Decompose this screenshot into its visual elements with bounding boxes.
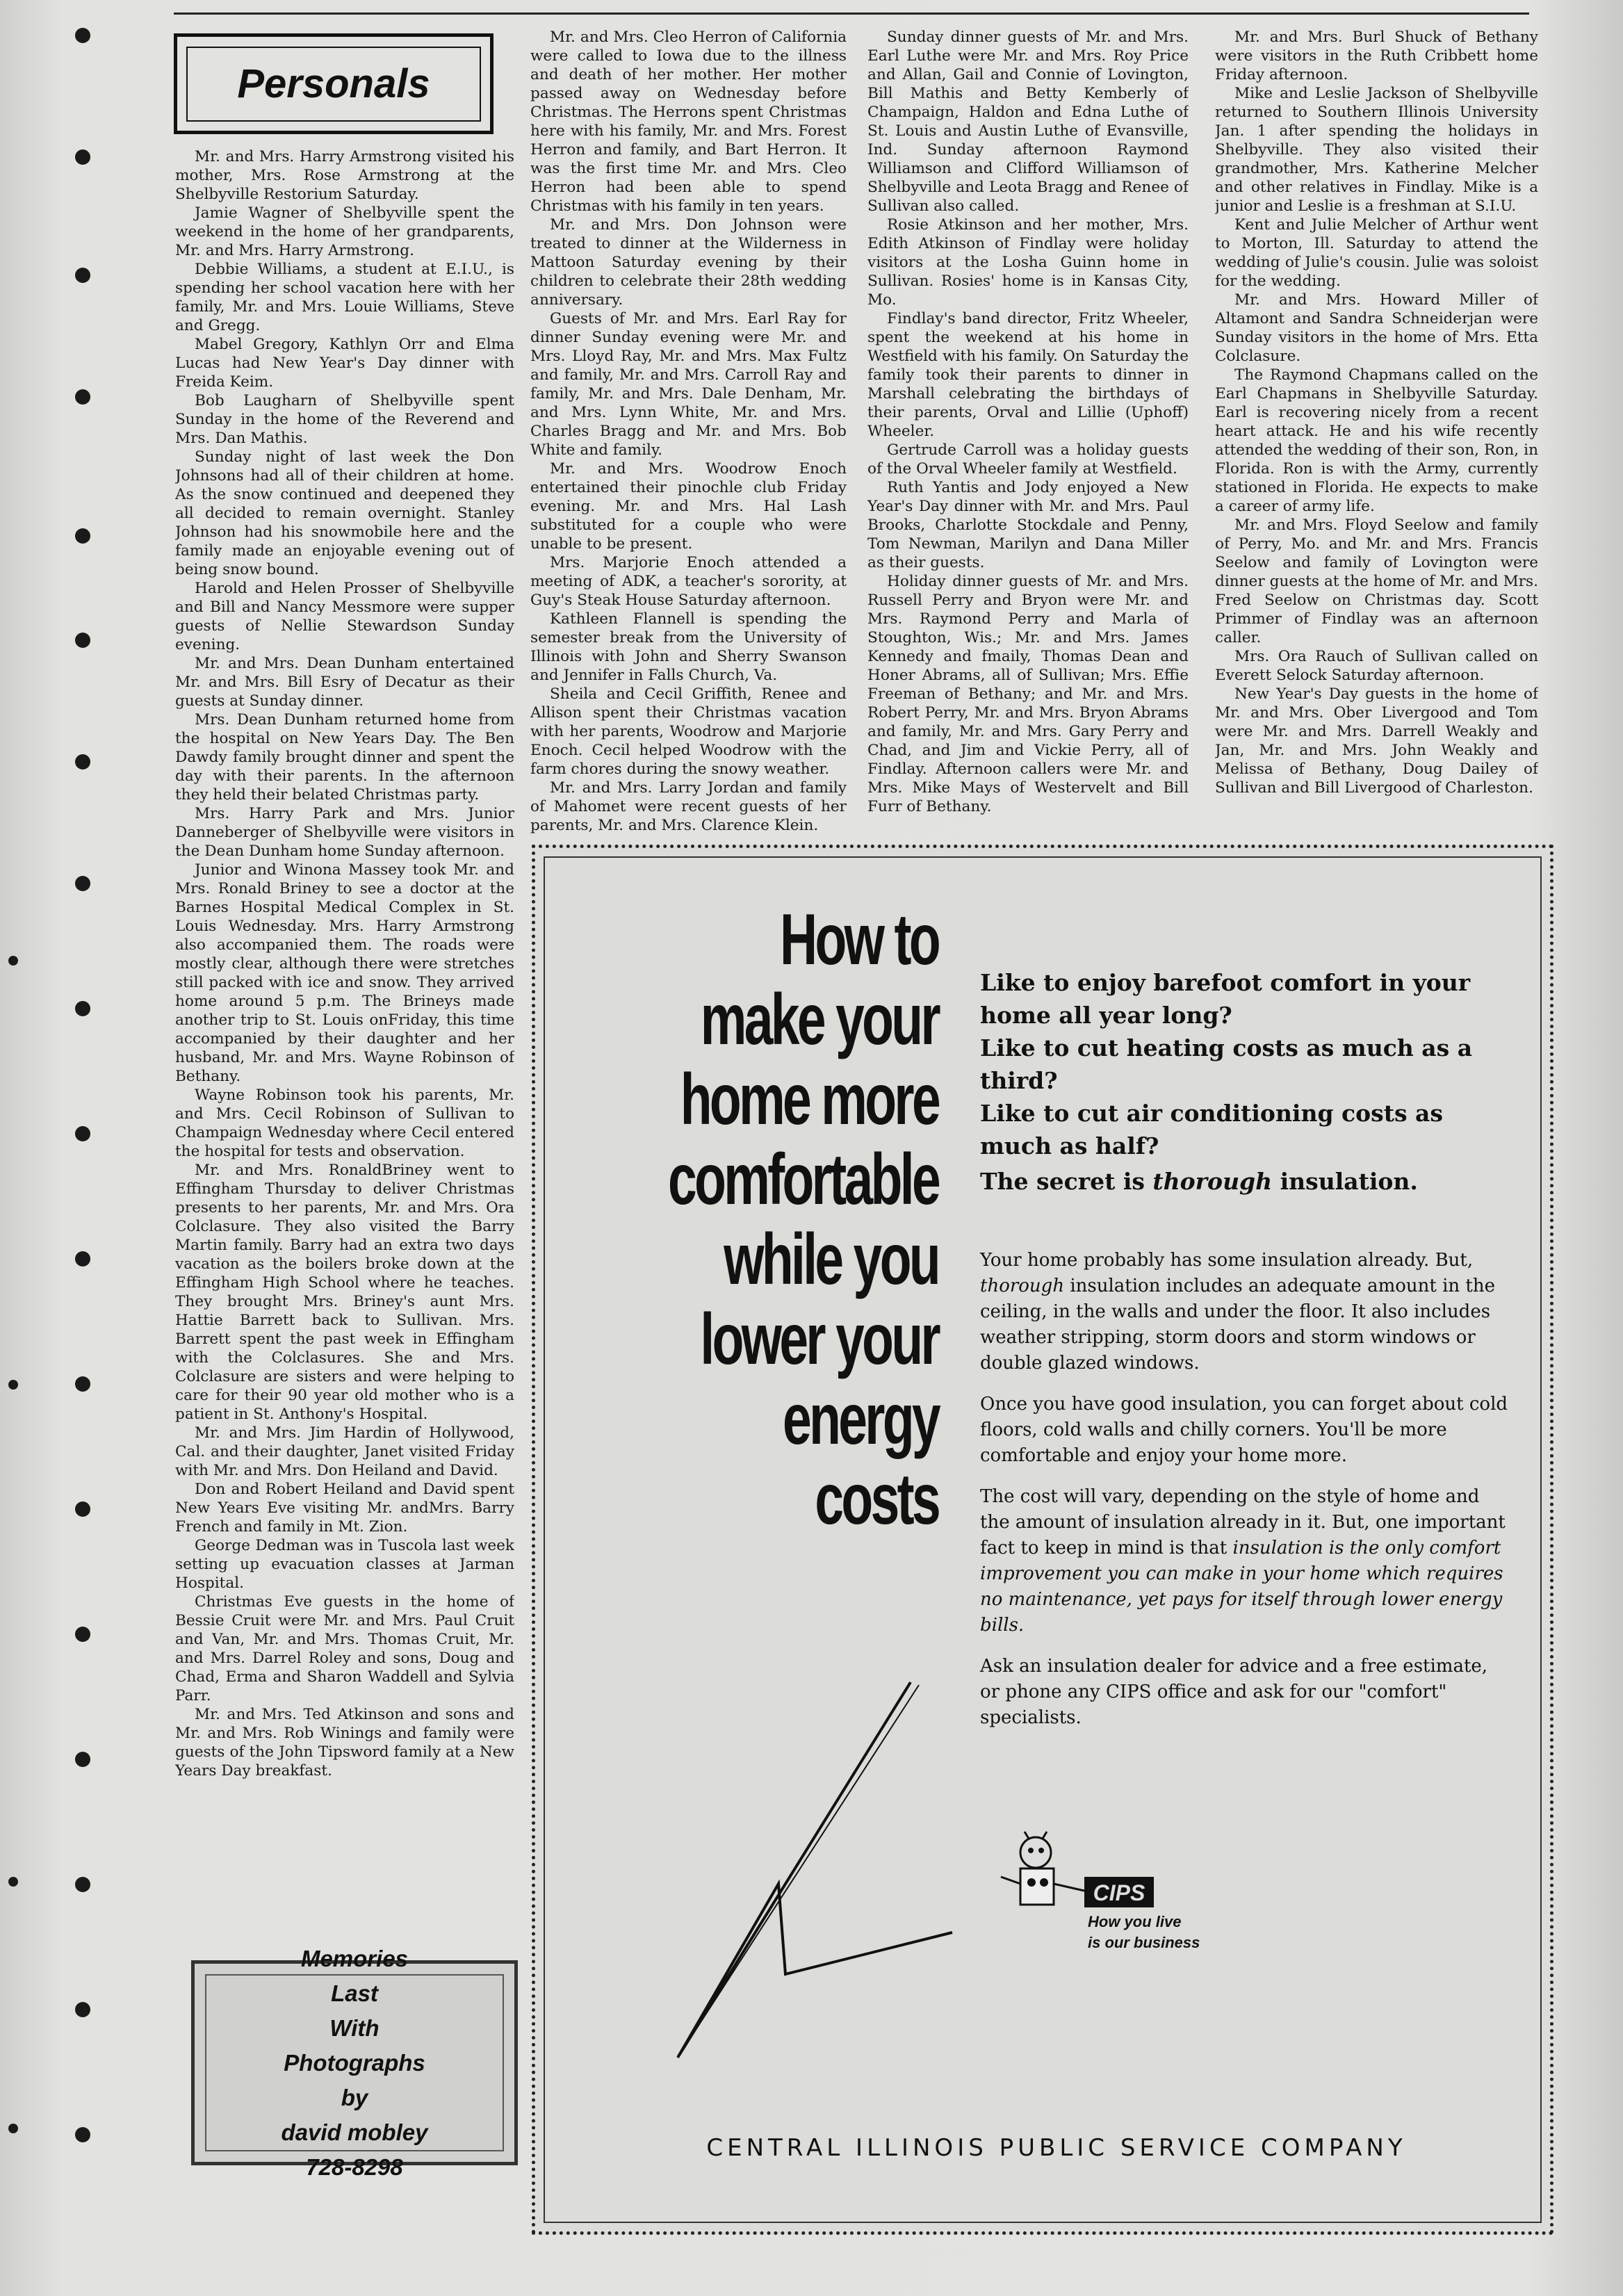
binder-hole [8, 2124, 18, 2133]
ad-question: Like to cut heating costs as much as a third? [980, 1034, 1473, 1094]
news-item: Mr. and Mrs. Floyd Seelow and family of Perry, Mo. and Mr. and Mrs. Francis Seelow and family of Lovington were dinner guests at the home of Mr. and Mrs. Fred Seelow on Christmas day. Scott Primmer of Findlay was an afternoon caller. [1215, 516, 1538, 646]
promo-line: Memories [300, 1945, 409, 1971]
news-item: Mr. and Mrs. Burl Shuck of Bethany were visitors in the Ruth Cribbett home Friday afternoon. [1215, 29, 1538, 83]
ad-secret [980, 1165, 1481, 1198]
news-column-4 [1215, 28, 1538, 838]
promo-line: by [341, 2084, 368, 2110]
news-item: Kent and Julie Melcher of Arthur went to Morton, Ill. Saturday to attend the wedding of Julie's cousin. Julie was soloist for the wedding. [1215, 216, 1538, 290]
news-column-1 [175, 147, 514, 1930]
bottom-margin [174, 2263, 1494, 2283]
news-item: Mr. and Mrs. Ted Atkinson and sons and Mr. and Mrs. Rob Winings and family were guests of the John Tipsword family at a New Years Day breakfast. [175, 1706, 514, 1780]
news-item: Mr. and Mrs. Jim Hardin of Hollywood, Cal. and their daughter, Janet visited Friday with Mr. and Mrs. Don Heiland and David. [175, 1424, 514, 1479]
cips-logo [980, 1828, 1175, 1925]
news-item: Harold and Helen Prosser of Shelbyville and Bill and Nancy Messmore were supper guests of Nellie Stewardson Sunday evening. [175, 580, 514, 653]
news-item: Debbie Williams, a student at E.I.U., is spending her school vacation here with her family, Mr. and Mrs. Louie Williams, Steve and Gregg. [175, 261, 514, 334]
binder-hole [75, 268, 90, 283]
news-item: Rosie Atkinson and her mother, Mrs. Edith Atkinson of Findlay were holiday visitors at the Losha Guinn home in Sullivan. Rosies' home is in Kansas City, Mo. [867, 216, 1189, 309]
binder-hole [75, 2127, 90, 2142]
news-item: Mr. and Mrs. Cleo Herron of California were called to Iowa due to the illness and death of her mother. Her mother passed away on Wednesday before Christmas. The Herrons spent Christmas here with his family, Mr. and Mrs. Forest Herron and family, and Bart Herron. It was the first time Mr. and Mrs. Cleo Herron had been able to spend Christmas with his family in ten years. [530, 29, 847, 215]
news-column-2 [530, 28, 847, 838]
binder-hole [75, 1501, 90, 1517]
ad-headline [658, 900, 938, 1540]
section-title: Personals [237, 61, 430, 106]
ad-text: Your home probably has some insulation already. But, [980, 1250, 1474, 1271]
news-item: Sunday dinner guests of Mr. and Mrs. Earl Luthe were Mr. and Mrs. Roy Price and Allan, Gail and Connie of Lovington, Bill Mathis and Betty Kemberly of Champaign, Haldon and Edna Luthe of St. Louis and Austin Luthe of Evansville, Ind. Sunday afternoon Raymond Williamson and Clifford Williamson of Shelbyville and Leota Bragg and Renee of Sullivan also called. [867, 29, 1189, 215]
promo-line: With [329, 2014, 380, 2041]
news-item: Don and Robert Heiland and David spent New Years Eve visiting Mr. andMrs. Barry French and family in Mt. Zion. [175, 1481, 514, 1536]
news-item: Mabel Gregory, Kathlyn Orr and Elma Lucas had New Year's Day dinner with Freida Keim. [175, 336, 514, 391]
ad-body-copy [980, 1248, 1508, 1746]
section-masthead [174, 33, 494, 134]
news-item: Kathleen Flannell is spending the semester break from the University of Illinois with John and Sherry Swanson and Jennifer in Falls Church, Va. [530, 610, 847, 684]
news-column-3 [867, 28, 1189, 838]
binder-hole [75, 1877, 90, 1892]
ad-paragraph: Once you have good insulation, you can forget about cold floors, cold walls and chilly corners. You'll be more comfortable and enjoy your home more. [980, 1394, 1508, 1466]
news-item: George Dedman was in Tuscola last week setting up evacuation classes at Jarman Hospital. [175, 1537, 514, 1592]
news-item: Jamie Wagner of Shelbyville spent the weekend in the home of her grandparents, Mr. and Mrs. Harry Armstrong. [175, 204, 514, 259]
news-item: Mr. and Mrs. Woodrow Enoch entertained their pinochle club Friday evening. Mr. and Mrs. Hal Lash substituted for a couple who were unable to be present. [530, 460, 847, 553]
slogan-line: How you live [1088, 1913, 1182, 1930]
ad-text: The cost will vary, depending on the style of home and the amount of insulation already in it. But, one important fact to keep in mind is that [980, 1486, 1506, 1558]
outlet-icon [1020, 1868, 1054, 1905]
logo-text: CIPS [1093, 1880, 1145, 1905]
ad-paragraph: Ask an insulation dealer for advice and a free estimate, or phone any CIPS office and ask for our "comfort" specialists. [980, 1656, 1488, 1728]
page-header-strip [174, 0, 1529, 15]
masthead-inner-frame [186, 47, 481, 122]
news-item: Junior and Winona Massey took Mr. and Mrs. Ronald Briney to see a doctor at the Barnes Hospital Medical Complex in St. Louis Wednesday. Mrs. Harry Armstrong also accompanied them. The roads were mostly clear, although there were stretches still packed with ice and snow. They arrived home around 5 p.m. The Brineys made another trip to St. Louis onFriday, this time accompanied by their daughter and her husband, Mr. and Mrs. Wayne Robinson of Bethany. [175, 861, 514, 1085]
headline-line: make your [700, 979, 938, 1060]
ad-question: Like to enjoy barefoot comfort in your home all year long? [980, 969, 1471, 1029]
photography-ad [191, 1945, 518, 2180]
ad-slogan [1088, 1912, 1227, 1953]
binder-hole [75, 1251, 90, 1267]
ad-paragraph [980, 1248, 1508, 1376]
news-item: Gertrude Carroll was a holiday guests of the Orval Wheeler family at Westfield. [867, 441, 1189, 478]
news-item: The Raymond Chapmans called on the Earl Chapmans in Shelbyville Saturday. Earl is recovering nicely from a recent heart attack. He and his wife recently attended the wedding of their son, Ron, in Florida. Ron is with the Army, currently stationed in Florida. He expects to make a career of army life. [1215, 366, 1538, 515]
slogan-line: is our business [1088, 1934, 1200, 1951]
secret-prefix: The secret is [980, 1168, 1153, 1195]
news-item: Guests of Mr. and Mrs. Earl Ray for dinner Sunday evening were Mr. and Mrs. Lloyd Ray, Mr. and Mrs. Max Fultz and family, Mr. and Mrs. Carroll Ray and family, Mr. and Mrs. Dale Denham, Mr. and Mrs. Lynn White, Mr. and Mrs. Charles Bragg and Mr. and Mrs. Bob White and family. [530, 310, 847, 459]
company-name: CENTRAL ILLINOIS PUBLIC SERVICE COMPANY [706, 2134, 1407, 2162]
cips-advertisement [532, 845, 1553, 2235]
headline-line: How to [780, 899, 938, 980]
secret-suffix: insulation. [1272, 1168, 1418, 1195]
ad-text: insulation includes an adequate amount in the ceiling, in the walls and under the floor. It also includes weather stripping, storm doors and storm windows or double glazed windows. [980, 1276, 1495, 1374]
binder-hole [75, 1627, 90, 1642]
binder-hole [75, 149, 90, 165]
ad-question: Like to cut air conditioning costs as much as half? [980, 1100, 1443, 1159]
news-item: Sunday night of last week the Don Johnsons had all of their children at home. As the snow continued and deepened they all decided to remain overnight. Stanley Johnson had his snowmobile here and the family made an enjoyable evening out of being snow bound. [175, 448, 514, 578]
binder-hole [75, 2002, 90, 2017]
news-item: Mrs. Harry Park and Mrs. Junior Danneberger of Shelbyville were visitors in the Dean Dunham home Sunday afternoon. [175, 805, 514, 860]
news-item: New Year's Day guests in the home of Mr. and Mrs. Ober Livergood and Tom were Mr. and Mrs. Darrell Weakly and Jan, Mr. and Mrs. John Weakly and Melissa of Bethany, Doug Dailey of Sullivan and Bill Livergood of Charleston. [1215, 685, 1538, 797]
mascot-head-icon [1020, 1837, 1051, 1868]
news-item: Mr. and Mrs. Don Johnson were treated to dinner at the Wilderness in Mattoon Saturday evening by their children to celebrate their 28th wedding anniversary. [530, 216, 847, 309]
news-item: Sheila and Cecil Griffith, Renee and Allison spent their Christmas vacation with her parents, Woodrow and Marjorie Enoch. Cecil helped Woodrow with the farm chores during the snowy weather. [530, 685, 847, 778]
binder-hole [8, 956, 18, 966]
news-item: Wayne Robinson took his parents, Mr. and Mrs. Cecil Robinson of Sullivan to Champaign Wednesday where Cecil entered the hospital for tests and observation. [175, 1086, 514, 1160]
news-item: Mr. and Mrs. Dean Dunham entertained Mr. and Mrs. Bill Esry of Decatur as their guests at Sunday dinner. [175, 655, 514, 710]
lightning-bolt-graphic [605, 1668, 994, 2099]
news-item: Mr. and Mrs. Harry Armstrong visited his mother, Mrs. Rose Armstrong at the Shelbyville Restorium Saturday. [175, 148, 514, 203]
news-item: Mr. and Mrs. Howard Miller of Altamont and Sandra Schneiderjan were Sunday visitors in the home of Mrs. Etta Colclasure. [1215, 291, 1538, 365]
news-item: Holiday dinner guests of Mr. and Mrs. Russell Perry and Bryon were Mr. and Mrs. Raymond Perry and Marla of Stoughton, Wis.; Mr. and Mrs. James Kennedy and fmaily, Thomas Dean and Honer Abrams, all of Sullivan; Mrs. Effie Freeman of Bethany; and Mr. and Mrs. Robert Perry, Mr. and Mrs. Bryon Abrams and family, Mr. and Mrs. Gary Perry and Chad, and Jim and Vickie Perry, all of Findlay. Afternoon callers were Mr. and Mrs. Mike Mays of Westervelt and Bill Furr of Bethany. [867, 573, 1189, 815]
binder-hole [75, 528, 90, 544]
news-item: Mr. and Mrs. Larry Jordan and family of Mahomet were recent guests of her parents, Mr. and Mrs. Clarence Klein. [530, 779, 847, 834]
binder-hole [75, 1126, 90, 1141]
headline-line: home more [680, 1059, 938, 1140]
promo-line: david mobley [281, 2119, 428, 2145]
secret-emphasis: thorough [1152, 1168, 1273, 1195]
headline-line: energy [783, 1379, 938, 1460]
ad-emphasis: insulation is the only comfort improvement you can make in your home which requires no maintenance, yet pays for itself through lower energy bills. [980, 1538, 1503, 1636]
news-item: Findlay's band director, Fritz Wheeler, spent the weekend at his home in Westfield with his family. On Saturday the family took their parents to dinner in Marshall celebrating the birthdays of their parents, Orval and Lillie (Uphoff) Wheeler. [867, 310, 1189, 440]
ad-paragraph [980, 1484, 1508, 1638]
binder-hole [75, 389, 90, 405]
binder-hole [8, 1877, 18, 1887]
binder-hole [75, 28, 90, 43]
promo-phone: 728-8298 [306, 2153, 403, 2180]
news-item: Bob Laugharn of Shelbyville spent Sunday in the home of the Reverend and Mrs. Dan Mathis. [175, 392, 514, 447]
headline-line: lower your [700, 1299, 938, 1380]
binder-hole [75, 876, 90, 891]
promo-line: Last [331, 1980, 378, 2006]
binder-hole [75, 633, 90, 648]
news-item: Mrs. Marjorie Enoch attended a meeting of ADK, a teacher's sorority, at Guy's Steak House Saturday afternoon. [530, 554, 847, 609]
binder-hole [8, 1380, 18, 1390]
binder-hole [75, 1376, 90, 1392]
binder-hole [75, 1001, 90, 1016]
headline-line: costs [815, 1459, 938, 1540]
news-item: Mr. and Mrs. RonaldBriney went to Effingham Thursday to deliver Christmas presents to her parents, Mr. and Mrs. Ora Colclasure. They also visited the Barry Martin family. Barry had an extra two days vacation as the boilers broke down at the Effingham High School where he teaches. They brought Mrs. Briney's aunt Mrs. Hattie Barrett back to Sullivan. Mrs. Barrett spent the past week in Effingham with the Colclasures. She and Mrs. Colclasure are sisters and were helping to care for their 90 year old mother who is a patient in St. Anthony's Hospital. [175, 1162, 514, 1423]
promo-line: Photographs [284, 2049, 425, 2076]
ad-questions [980, 966, 1481, 1198]
ad-emphasis: thorough [980, 1276, 1065, 1296]
binder-hole [75, 1752, 90, 1767]
binder-hole [75, 754, 90, 770]
photography-ad-inner [205, 1945, 504, 2180]
news-item: Mike and Leslie Jackson of Shelbyville returned to Southern Illinois University Jan. 1 after spending the holidays in Shelbyville. They also visited their grandmother, Mrs. Katherine Melcher and other relatives in Findlay. Mike is a junior and Leslie is a freshman at S.I.U. [1215, 85, 1538, 215]
news-item: Christmas Eve guests in the home of Bessie Cruit were Mr. and Mrs. Paul Cruit and Van, Mr. and Mrs. Thomas Cruit, Mr. and Mrs. Darrel Roley and sons, Doug and Chad, Erma and Sharon Waddell and Sylvia Parr. [175, 1593, 514, 1704]
news-item: Mrs. Dean Dunham returned home from the hospital on New Years Day. The Ben Dawdy family brought dinner and spent the day with their parents. In the afternoon they held their belated Christmas party. [175, 711, 514, 804]
headline-line: comfortable [668, 1139, 938, 1220]
news-item: Mrs. Ora Rauch of Sullivan called on Everett Selock Saturday afternoon. [1215, 648, 1538, 684]
news-item: Ruth Yantis and Jody enjoyed a New Year's Day dinner with Mr. and Mrs. Paul Brooks, Charlotte Stockdale and Penny, Tom Newman, Marilyn and Dana Miller as their guests. [867, 479, 1189, 571]
headline-line: while you [724, 1219, 938, 1300]
